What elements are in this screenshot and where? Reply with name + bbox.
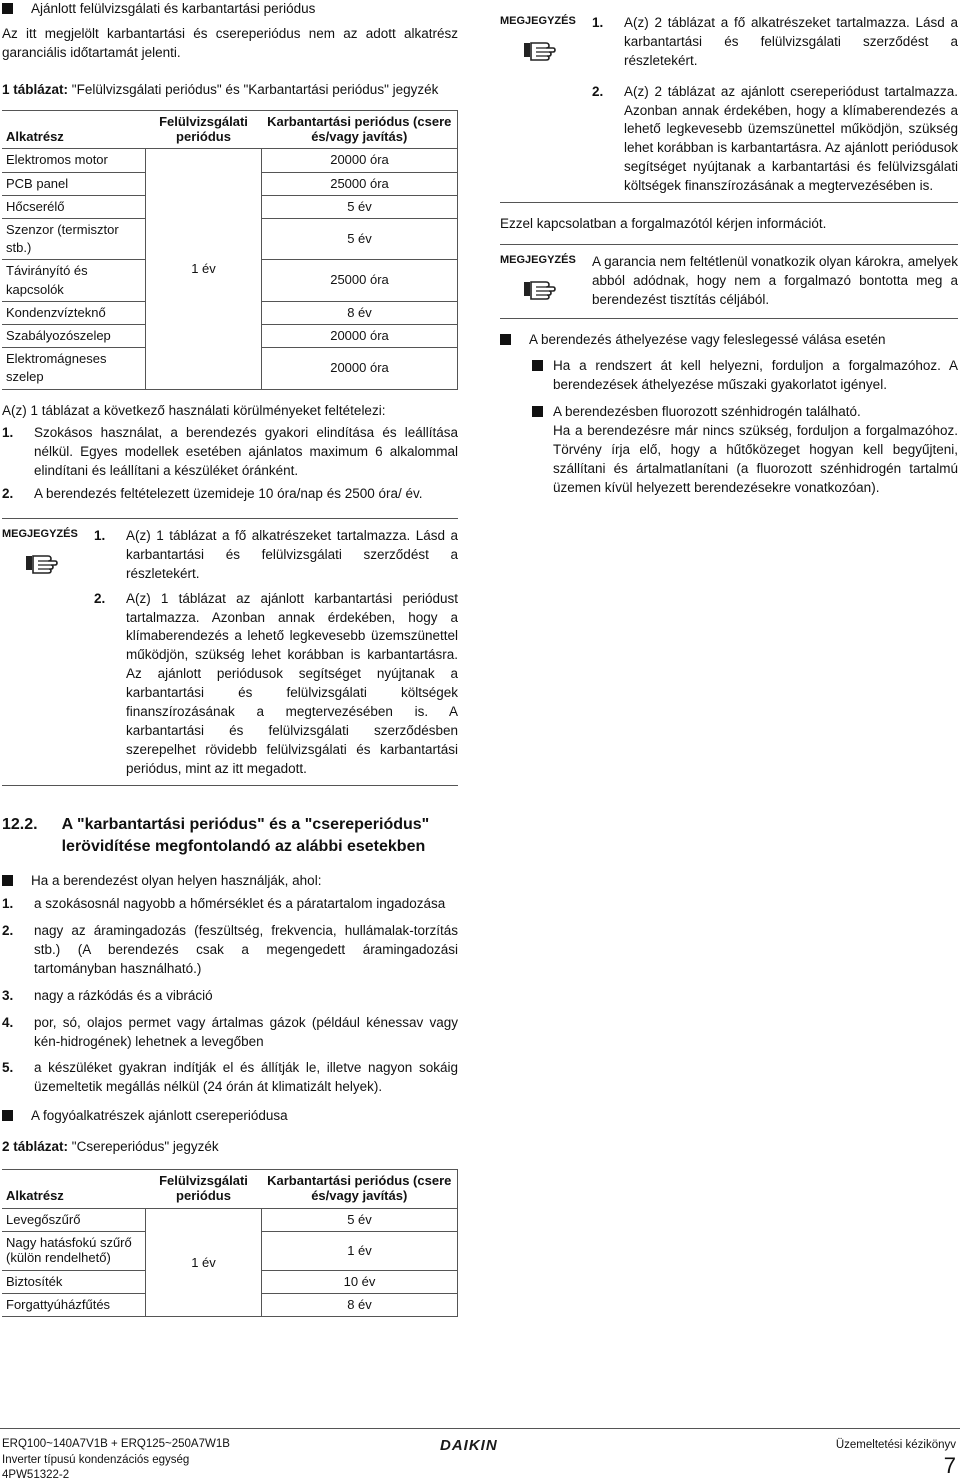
table1-maint-cell: 20000 óra (262, 348, 458, 389)
footer-subtitle: Inverter típusú kondenzációs egység (2, 1453, 190, 1466)
list-item: 1. A(z) 2 táblázat a fő alkatrészeket tartalmazza. Lásd a karbantartási és felülvizsgálati szerződést a részletekért. (592, 14, 958, 71)
table1-maint-cell: 25000 óra (262, 260, 458, 301)
list-item: 2. A berendezés feltételezett üzemideje 10 óra/nap és 2500 óra/ év. (2, 485, 458, 504)
list-item-text: Ha a rendszert át kell helyezni, forduljon a forgalmazóhoz. A berendezések áthelyezése műszaki gyakorlatot igényel. (553, 358, 958, 393)
table1 (2, 110, 458, 390)
left-column (2, 0, 458, 1317)
table2 (2, 1169, 458, 1317)
conditions-bullet (2, 872, 458, 891)
table2-caption-text: "Csereperiódus" jegyzék (68, 1139, 219, 1155)
table1-part-cell: Távirányító és kapcsolók (2, 260, 146, 301)
list-item-text: Ha a berendezésre már nincs szükség, forduljon a forgalmazóhoz. Törvény írja elő, hogy a hűtőközeget hogyan kell begyűjteni, szállítani és ártalmatlanítani (a fluorozott szénhidrogén tartalmú üzemen kívül helyezett berendezésekre vonatkozóan). (553, 423, 958, 495)
footer-manual: Üzemeltetési kézikönyv (835, 1439, 956, 1451)
square-bullet-icon (532, 406, 543, 417)
table2-part-cell: Forgattyúházfűtés (2, 1294, 146, 1317)
list-item (532, 357, 958, 395)
section-title: A "karbantartási periódus" és a "csereperiódus" lerövidítése megfontolandó az alábbi esetekben (61, 815, 430, 855)
move-bullet-text: A berendezés áthelyezése vagy feleslegessé válása esetén (529, 331, 886, 347)
pointing-hand-icon (524, 37, 554, 61)
table1-caption-label: 1 táblázat: (2, 81, 69, 97)
note-label: MEGJEGYZÉS (500, 15, 576, 27)
table1-part-cell: Elektromos motor (2, 149, 146, 172)
square-bullet-icon (2, 1110, 13, 1121)
list-item-text: nagy a rázkódás és a vibráció (34, 987, 213, 1003)
assumption-list (2, 424, 458, 504)
list-item: 1. a szokásosnál nagyobb a hőmérséklet és a páratartalom ingadozása (2, 895, 458, 914)
list-item-text: A berendezés feltételezett üzemideje 10 óra/nap és 2500 óra/ év. (34, 486, 423, 502)
note-label-container (2, 527, 86, 785)
list-item: 1. A(z) 1 táblázat a fő alkatrészeket tartalmazza. Lásd a karbantartási és felülvizsgálati szerződést a részletekért. (94, 527, 458, 584)
note-box-1 (2, 518, 458, 785)
consumables-bullet (2, 1107, 458, 1126)
square-bullet-icon (2, 875, 13, 886)
page-number: 7 (943, 1453, 956, 1478)
pointing-hand-icon (26, 550, 56, 574)
list-item-body (553, 403, 958, 497)
list-item-text: A(z) 1 táblázat az ajánlott karbantartási periódust tartalmazza. Azonban annak érdekében, hogy a klímaberendezés a lehető legkevesebb üzemszünettel működjön, szükség lehet korábban is karbantartásra. Az ajánlott periódusok segítséget nyújtanak a karbantartási és felülvizsgálati költségek finanszírozásának a megtervezésében is. A karbantartási és felülvizsgálati szerződésben szerepelhet rövidebb felülvizsgálati és karbantartási periódus, mint az itt megadott. (126, 590, 458, 776)
note-box-3 (500, 244, 958, 310)
footer-code: 4PW51322-2 (2, 1469, 70, 1482)
table1-caption-text: "Felülvizsgálati periódus" és "Karbantartási periódus" jegyzék (68, 81, 439, 97)
list-item (532, 403, 958, 497)
square-bullet-icon (532, 360, 543, 371)
divider (500, 202, 958, 203)
note-label: MEGJEGYZÉS (2, 527, 78, 540)
note-label: MEGJEGYZÉS (500, 253, 576, 266)
pointing-hand-icon (524, 276, 554, 300)
table2-maint-cell: 1 év (262, 1232, 458, 1271)
table1-inspect-cell: 1 év (146, 149, 262, 389)
intro-bullet (2, 0, 458, 19)
list-item: 5. a készüléket gyakran indítják el és állítják le, illetve nagyon sokáig üzemeltetik megállás nélkül (24 órán át klimatizált helyek). (2, 1059, 458, 1097)
intro-bullet-text: Ajánlott felülvizsgálati és karbantartási periódus (31, 1, 316, 16)
list-item-text: a készüléket gyakran indítják el és állítják le, illetve nagyon sokáig üzemeltetik megállás nélkül (24 órán át klimatizált helyek). (34, 1060, 458, 1095)
table1-header-row (2, 110, 458, 149)
list-item-text: nagy az áramingadozás (feszültség, frekvencia, hullámalak-torzítás stb.) (A berendezés csak a megengedett áramingadozási tartományban használható.) (34, 923, 458, 976)
square-bullet-icon (500, 334, 511, 345)
list-item: 2. A(z) 1 táblázat az ajánlott karbantartási periódust tartalmazza. Azonban annak érdekében, hogy a klímaberendezés a lehető legkevesebb üzemszünettel működjön, szükség lehet korábban is karbantartásra. Az ajánlott periódusok segítséget nyújtanak a karbantartási és felülvizsgálati költségek finanszírozásának a megtervezésében is. A karbantartási és felülvizsgálati szerződésben szerepelhet rövidebb felülvizsgálati és karbantartási periódus, mint az itt megadott. (94, 590, 458, 779)
table2-maint-cell: 5 év (262, 1208, 458, 1231)
table1-maint-cell: 5 év (262, 195, 458, 218)
intro-paragraph: Az itt megjelölt karbantartási és csereperiódus nem az adott alkatrész garanciális időtartamát jelenti. (2, 25, 458, 60)
table1-maint-cell: 5 év (262, 219, 458, 260)
assumption-text: A(z) 1 táblázat a következő használati körülményeket feltételezi: (2, 402, 386, 418)
table2-part-cell: Biztosíték (2, 1270, 146, 1293)
right-column (500, 14, 958, 498)
list-item: 2. A(z) 2 táblázat az ajánlott csereperiódust tartalmazza. Azonban annak érdekében, hogy a klímaberendezés a lehető legkevesebb üzemszünettel működjön, szükség lehet korábban is karbantartásra. Az ajánlott periódusok segítséget nyújtanak a karbantartási és felülvizsgálati költségek finanszírozásának a megtervezésében is. (592, 83, 958, 196)
note-body (94, 527, 458, 785)
table2-caption (2, 1138, 458, 1157)
note-label-container (500, 14, 584, 202)
table1-maint-cell: 8 év (262, 301, 458, 324)
move-sublist (532, 357, 958, 497)
note-body (592, 14, 958, 202)
table2-part-cell: Nagy hatásfokú szűrő (külön rendelhető) (2, 1232, 146, 1271)
table2-part-cell: Levegőszűrő (2, 1208, 146, 1231)
contact-text: Ezzel kapcsolatban a forgalmazótól kérjen információt. (500, 216, 827, 232)
list-item: 4. por, só, olajos permet vagy ártalmas gázok (például kénessav vagy kén-hidrogének) lehetnek a levegőben (2, 1014, 458, 1052)
table2-header-row (2, 1170, 458, 1209)
table2-header-inspect: Felülvizsgálati periódus (146, 1170, 262, 1209)
table-row (2, 1208, 458, 1231)
list-item: 2. nagy az áramingadozás (feszültség, frekvencia, hullámalak-torzítás stb.) (A berendezés csak a megengedett áramingadozási tartományban használható.) (2, 922, 458, 979)
brand-logo: DAIKIN (440, 1437, 498, 1454)
list-item-text: Szokásos használat, a berendezés gyakori elindítása és leállítása nélkül. Egyes modellek esetében ajánlatos maximum 6 alkalommal elindítani és leállítani a készüléket óránként. (34, 425, 458, 479)
conditions-list (2, 895, 458, 1097)
table1-header-maint: Karbantartási periódus (csere és/vagy javítás) (262, 110, 458, 149)
square-bullet-icon (2, 3, 13, 14)
table2-maint-cell: 10 év (262, 1270, 458, 1293)
table2-header-part: Alkatrész (2, 1170, 146, 1209)
table1-maint-cell: 25000 óra (262, 172, 458, 195)
table2-inspect-cell: 1 év (146, 1208, 262, 1316)
table2-header-maint: Karbantartási periódus (csere és/vagy javítás) (262, 1170, 458, 1209)
table1-header-part: Alkatrész (2, 110, 146, 149)
list-item: 3. nagy a rázkódás és a vibráció (2, 987, 458, 1006)
list-item: 1. Szokásos használat, a berendezés gyakori elindítása és leállítása nélkül. Egyes modellek esetében ajánlatos maximum 6 alkalommal elindítani és leállítani a készüléket óránként. (2, 424, 458, 481)
table1-maint-cell: 20000 óra (262, 149, 458, 172)
section-heading (2, 814, 458, 859)
consumables-bullet-text: A fogyóalkatrészek ajánlott csereperiódusa (31, 1108, 288, 1124)
page-footer (0, 1428, 960, 1482)
table1-maint-cell: 20000 óra (262, 324, 458, 347)
table1-part-cell: Hőcserélő (2, 195, 146, 218)
table1-header-inspect: Felülvizsgálati periódus (146, 110, 262, 149)
table1-part-cell: Szabályozószelep (2, 324, 146, 347)
list-item-text: por, só, olajos permet vagy ártalmas gázok (például kénessav vagy kén-hidrogének) lehetnek a levegőben (34, 1014, 458, 1049)
move-bullet (500, 331, 958, 350)
table1-part-cell: Elektromágneses szelep (2, 348, 146, 389)
list-item-text: A(z) 2 táblázat a fő alkatrészeket tartalmazza. Lásd a karbantartási és felülvizsgálati szerződést a részletekért. (624, 15, 958, 68)
list-item-text: A(z) 1 táblázat a fő alkatrészeket tartalmazza. Lásd a karbantartási és felülvizsgálati szerződést a részletekért. (126, 527, 458, 581)
conditions-bullet-text: Ha a berendezést olyan helyen használják, ahol: (31, 873, 322, 889)
table-row (2, 149, 458, 172)
section-number: 12.2. (2, 815, 38, 833)
table2-maint-cell: 8 év (262, 1294, 458, 1317)
table1-part-cell: Szenzor (termisztor stb.) (2, 219, 146, 260)
divider (2, 785, 458, 786)
list-item-heading: A berendezésben fluorozott szénhidrogén található. (553, 404, 861, 420)
note-body: A garancia nem feltétlenül vonatkozik olyan károkra, amelyek abból adódnak, hogy nem a forgalmazó bontotta meg a berendezést tisztítás céljából. (592, 253, 958, 307)
footer-model: ERQ100~140A7V1B + ERQ125~250A7W1B (2, 1438, 230, 1450)
list-item-text: A(z) 2 táblázat az ajánlott csereperiódust tartalmazza. Azonban annak érdekében, hogy a klímaberendezés a lehető legkevesebb üzemszünettel működjön, szükség lehet korábban is karbantartásra. Az ajánlott periódusok segítséget nyújtanak a karbantartási és felülvizsgálati költségek finanszírozásának a megtervezésében is. (624, 83, 958, 194)
list-item-text: a szokásosnál nagyobb a hőmérséklet és a páratartalom ingadozása (34, 896, 446, 912)
divider (500, 318, 958, 319)
table2-caption-label: 2 táblázat: (2, 1139, 69, 1155)
note-label-container (500, 253, 584, 310)
note-box-2 (500, 14, 958, 202)
footer-left (2, 1437, 230, 1484)
table1-part-cell: PCB panel (2, 172, 146, 195)
table1-caption (2, 81, 458, 100)
table1-part-cell: Kondenzvízteknő (2, 301, 146, 324)
